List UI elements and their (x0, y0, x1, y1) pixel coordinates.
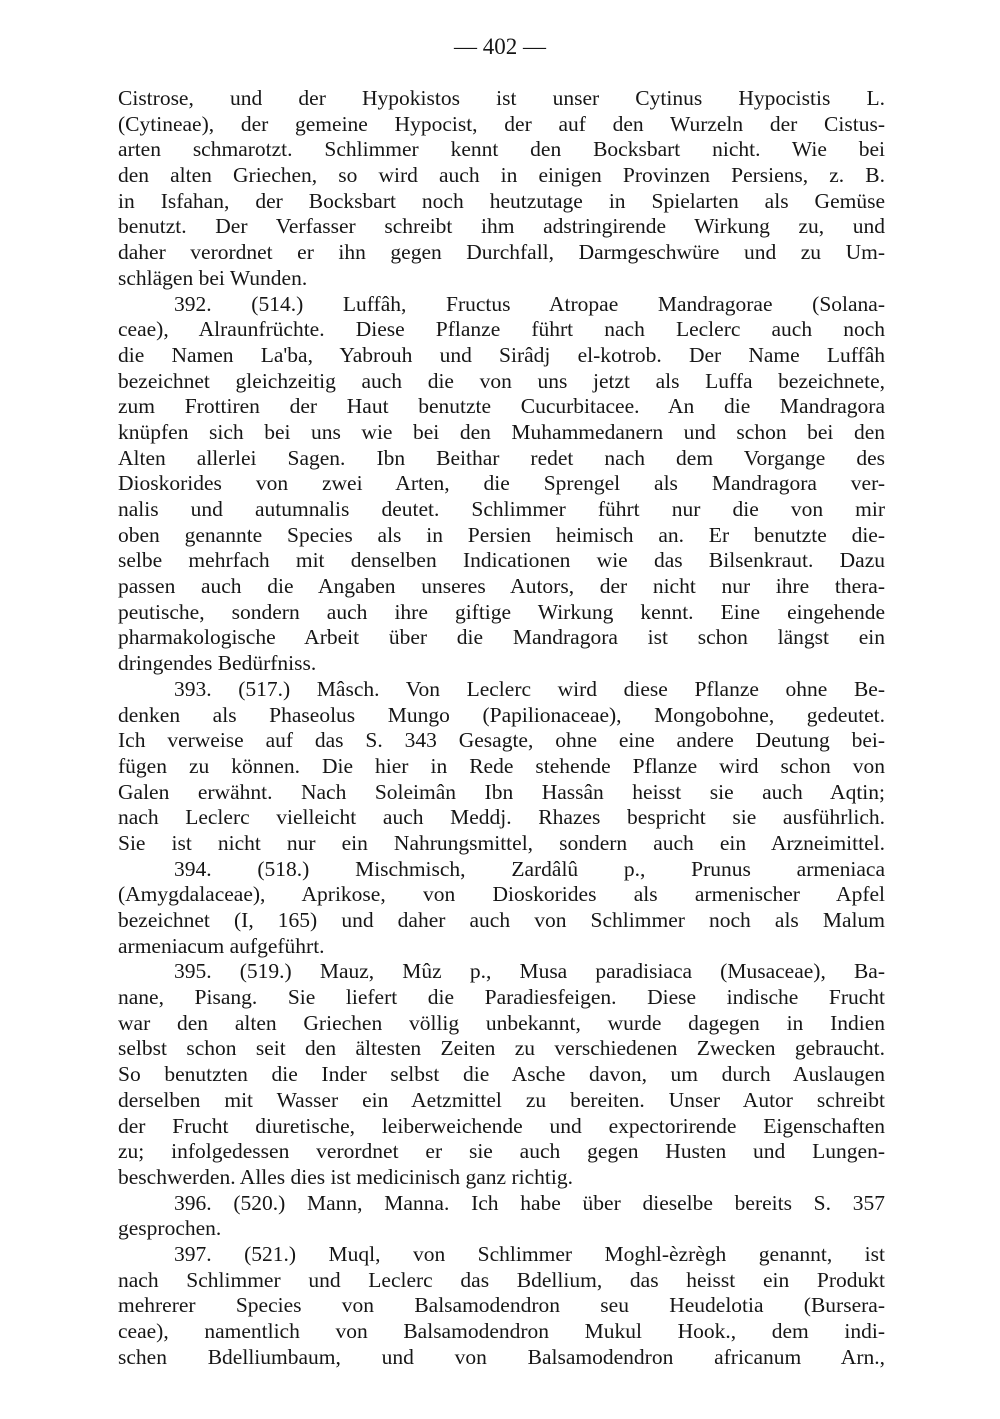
text-line: armeniacum aufgeführt. (118, 933, 325, 958)
text-line: pharmakologische Arbeit über die Mandragora ist schon längst ein (118, 625, 885, 650)
text-line: beschwerden. Alles dies ist medicinisch ganz richtig. (118, 1164, 573, 1189)
text-line: gesprochen. (118, 1216, 222, 1241)
text-line: nach Schlimmer und Leclerc das Bdellium, das heisst ein Produkt (118, 1267, 885, 1292)
entry-first-line: 397. (521.) Muql, von Schlimmer Moghl-èzrègh genannt, ist (174, 1241, 885, 1266)
text-line: ceae), namentlich von Balsamodendron Mukul Hook., dem indi- (118, 1319, 885, 1343)
text-line: (Amygdalaceae), Aprikose, von Dioskorides als armenischer Apfel (118, 882, 885, 907)
text-line: knüpfen sich bei uns wie bei den Muhammedanern und schon bei den (118, 419, 885, 444)
text-line: denken als Phaseolus Mungo (Papilionaceae), Mongobohne, gedeutet. (118, 702, 885, 727)
text-line: So benutzten die Inder selbst die Asche davon, um durch Auslaugen (118, 1062, 885, 1087)
text-line: die Namen La'ba, Yabrouh und Sirâdj el-kotrob. Der Name Luffâh (118, 342, 885, 367)
text-line: bezeichnet gleichzeitig auch die von uns jetzt als Luffa bezeichnete, (118, 368, 885, 393)
text-line: in Isfahan, der Bocksbart noch heutzutage in Spielarten als Gemüse (118, 188, 885, 213)
text-line: dringendes Bedürfniss. (118, 651, 317, 676)
text-line: bezeichnet (I, 165) und daher auch von Schlimmer noch als Malum (118, 908, 885, 932)
text-line: mehrerer Species von Balsamodendron seu Heudelotia (Bursera- (118, 1293, 885, 1318)
text-line: arten schmarotzt. Schlimmer kennt den Bocksbart nicht. Wie bei (118, 137, 885, 162)
text-line: den alten Griechen, so wird auch in einigen Provinzen Persiens, z. B. (118, 163, 885, 188)
text-body (118, 86, 885, 1370)
text-line: passen auch die Angaben unseres Autors, der nicht nur ihre thera- (118, 574, 885, 599)
text-line: Cistrose, und der Hypokistos ist unser Cytinus Hypocistis L. (118, 86, 885, 110)
text-line: oben genannte Species als in Persien heimisch an. Er benutzte die- (118, 522, 885, 547)
entry-first-line: 392. (514.) Luffâh, Fructus Atropae Mandragorae (Solana- (174, 291, 885, 316)
text-line: Ich verweise auf das S. 343 Gesagte, ohne eine andere Deutung bei- (118, 728, 885, 753)
text-line: schen Bdelliumbaum, und von Balsamodendron africanum Arn., (118, 1344, 885, 1369)
text-line: fügen zu können. Die hier in Rede stehende Pflanze wird schon von (118, 753, 885, 778)
text-line: war den alten Griechen völlig unbekannt, wurde dagegen in Indien (118, 1010, 885, 1035)
text-line: derselben mit Wasser ein Aetzmittel zu bereiten. Unser Autor schreibt (118, 1087, 885, 1112)
text-line: schlägen bei Wunden. (118, 265, 308, 290)
text-line: nach Leclerc vielleicht auch Meddj. Rhazes bespricht sie ausführlich. (118, 805, 885, 830)
text-line: Sie ist nicht nur ein Nahrungsmittel, sondern auch ein Arzneimittel. (118, 830, 885, 855)
text-line: zum Frottiren der Haut benutzte Cucurbitacee. An die Mandragora (118, 394, 885, 419)
text-line: (Cytineae), der gemeine Hypocist, der auf den Wurzeln der Cistus- (118, 111, 885, 136)
text-line: daher verordnet er ihn gegen Durchfall, Darmgeschwüre und zu Um- (118, 240, 885, 265)
entry-first-line: 395. (519.) Mauz, Mûz p., Musa paradisiaca (Musaceae), Ba- (174, 959, 885, 984)
entry-first-line: 394. (518.) Mischmisch, Zardâlû p., Prunus armeniaca (174, 856, 885, 881)
text-line: Dioskorides von zwei Arten, die Sprengel als Mandragora ver- (118, 471, 885, 496)
text-line: selbe mehrfach mit denselben Indicationen wie das Bilsenkraut. Dazu (118, 548, 885, 573)
text-line: nalis und autumnalis deutet. Schlimmer führt nur die von mir (118, 497, 885, 521)
text-line: Galen erwähnt. Nach Soleimân Ibn Hassân heisst sie auch Aqtin; (118, 779, 885, 804)
entry-first-line: 393. (517.) Mâsch. Von Leclerc wird diese Pflanze ohne Be- (174, 676, 885, 701)
page-number: — 402 — (454, 34, 546, 59)
text-line: selbst schon seit den ältesten Zeiten zu verschiedenen Zwecken gebraucht. (118, 1036, 885, 1061)
text-line: benutzt. Der Verfasser schreibt ihm adstringirende Wirkung zu, und (118, 214, 885, 239)
text-line: nane, Pisang. Sie liefert die Paradiesfeigen. Diese indische Frucht (118, 985, 885, 1010)
text-line: peutische, sondern auch ihre giftige Wirkung kennt. Eine eingehende (118, 599, 885, 624)
text-line: ceae), Alraunfrüchte. Diese Pflanze führt nach Leclerc auch noch (118, 317, 885, 342)
text-line: der Frucht diuretische, leiberweichende und expectorirende Eigenschaften (118, 1113, 885, 1138)
text-line: Alten allerlei Sagen. Ibn Beithar redet nach dem Vorgange des (118, 445, 885, 470)
text-line: zu; infolgedessen verordnet er sie auch gegen Husten und Lungen- (118, 1139, 885, 1164)
entry-first-line: 396. (520.) Mann, Manna. Ich habe über dieselbe bereits S. 357 (174, 1190, 885, 1215)
